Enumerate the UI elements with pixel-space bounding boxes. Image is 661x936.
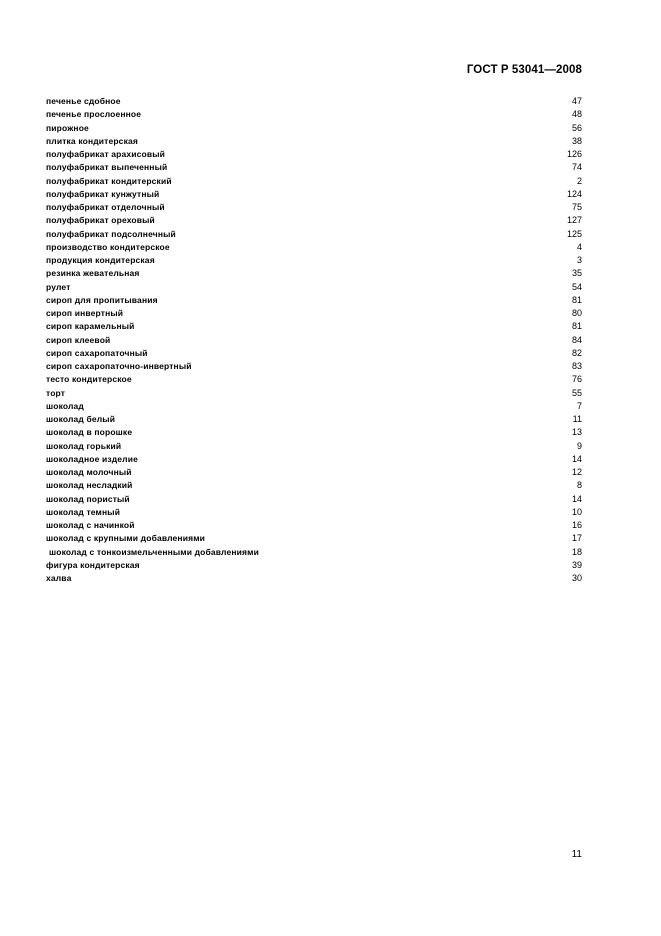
index-term: шоколад темный	[46, 506, 121, 517]
index-entry	[46, 572, 582, 585]
index-term: тесто кондитерское	[46, 374, 132, 385]
index-term: халва	[46, 573, 72, 583]
index-term: шоколад с крупными добавлениями	[46, 533, 206, 544]
index-term-number: 3	[576, 255, 582, 265]
index-term-number: 56	[571, 122, 582, 133]
alphabetical-term-index	[46, 95, 582, 585]
index-entry	[46, 506, 582, 519]
index-term-number: 8	[576, 480, 582, 491]
index-term: шоколад в порошке	[46, 427, 133, 438]
index-term-number: 4	[576, 241, 582, 252]
index-entry	[46, 373, 582, 386]
index-entry	[46, 413, 582, 426]
index-term-number: 83	[571, 361, 582, 371]
index-entry	[46, 559, 582, 572]
index-term-number: 12	[571, 467, 582, 477]
index-term: сироп для пропитывания	[46, 294, 158, 305]
index-entry	[46, 175, 582, 188]
index-entry	[46, 241, 582, 254]
index-term: фигура кондитерская	[46, 559, 140, 570]
index-term-number: 48	[571, 109, 582, 120]
index-entry	[46, 493, 582, 506]
index-term-number: 81	[571, 321, 582, 332]
index-entry	[46, 334, 582, 347]
index-term-number: 39	[571, 559, 582, 570]
index-entry	[46, 347, 582, 360]
index-entry	[46, 108, 582, 121]
index-term: производство кондитерское	[46, 241, 170, 252]
index-term-number: 14	[571, 453, 582, 464]
index-term: сироп инвертный	[46, 308, 124, 318]
index-entry	[46, 546, 582, 559]
index-term-number: 11	[572, 414, 582, 424]
index-term: сироп карамельный	[46, 321, 135, 332]
index-term: шоколад	[46, 400, 84, 411]
index-term-number: 125	[566, 228, 582, 239]
index-term-number: 14	[571, 493, 582, 504]
index-term: плитка кондитерская	[46, 135, 138, 146]
index-term: полуфабрикат подсолнечный	[46, 228, 176, 239]
document-header-standard: ГОСТ Р 53041—2008	[466, 64, 582, 76]
index-term: полуфабрикат арахисовый	[46, 149, 166, 159]
index-entry	[46, 267, 582, 280]
index-term-number: 76	[571, 374, 582, 385]
index-term: печенье прослоенное	[46, 109, 142, 120]
index-entry	[46, 400, 582, 413]
index-entry	[46, 228, 582, 241]
index-term-number: 17	[571, 533, 582, 544]
index-entry	[46, 135, 582, 148]
index-term: шоколад молочный	[46, 467, 132, 477]
index-term-number: 127	[566, 215, 582, 226]
index-term: шоколад с начинкой	[46, 520, 135, 530]
index-term: сироп сахаропаточный	[46, 347, 148, 358]
index-entry	[46, 360, 582, 373]
index-term: полуфабрикат кунжутный	[46, 188, 160, 199]
index-term-number: 2	[576, 175, 582, 186]
index-entry	[46, 440, 582, 453]
index-term: полуфабрикат выпеченный	[46, 162, 168, 173]
index-entry	[46, 95, 582, 108]
index-term-number: 124	[566, 188, 582, 199]
index-term-number: 84	[571, 334, 582, 345]
index-entry	[46, 519, 582, 532]
index-term: шоколад белый	[46, 414, 116, 424]
index-entry	[46, 453, 582, 466]
index-term-number: 10	[571, 506, 582, 517]
index-term-number: 74	[571, 162, 582, 173]
index-term: печенье сдобное	[46, 96, 121, 106]
index-term-number: 38	[571, 135, 582, 146]
index-term: шоколад с тонкоизмельченными добавлениями	[49, 546, 259, 557]
index-term: шоколад горький	[46, 440, 122, 451]
index-entry	[46, 426, 582, 439]
index-term: резинка жевательная	[46, 268, 140, 279]
index-term-number: 81	[571, 294, 582, 305]
index-entry	[46, 479, 582, 492]
index-term-number: 54	[571, 281, 582, 292]
index-term-number: 82	[571, 347, 582, 358]
index-term: рулет	[46, 281, 71, 292]
index-entry	[46, 214, 582, 227]
index-term: сироп клеевой	[46, 334, 111, 345]
index-term-number: 80	[571, 308, 582, 318]
index-entry	[46, 307, 582, 320]
index-term: продукция кондитерская	[46, 255, 155, 265]
index-term-number: 47	[571, 96, 582, 106]
index-term-number: 7	[576, 400, 582, 411]
index-entry	[46, 122, 582, 135]
index-term-number: 13	[571, 427, 582, 438]
index-entry	[46, 161, 582, 174]
index-entry	[46, 532, 582, 545]
index-term-number: 75	[571, 202, 582, 212]
index-term-number: 30	[571, 573, 582, 583]
index-term: шоколад несладкий	[46, 480, 133, 491]
page-number: 11	[571, 849, 582, 860]
index-term: торт	[46, 387, 66, 398]
index-entry	[46, 188, 582, 201]
index-term-number: 9	[576, 440, 582, 451]
index-term: пирожное	[46, 122, 89, 133]
index-term: полуфабрикат отделочный	[46, 202, 165, 212]
index-term-number: 18	[571, 546, 582, 557]
index-entry	[46, 387, 582, 400]
index-entry	[46, 281, 582, 294]
index-term: шоколад пористый	[46, 493, 130, 504]
index-term-number: 55	[571, 387, 582, 398]
index-term: полуфабрикат кондитерский	[46, 175, 172, 186]
index-term-number: 126	[566, 149, 582, 159]
index-entry	[46, 294, 582, 307]
index-term-number: 35	[571, 268, 582, 279]
index-entry	[46, 320, 582, 333]
index-term: шоколадное изделие	[46, 453, 138, 464]
index-entry	[46, 254, 582, 267]
index-entry	[46, 466, 582, 479]
index-entry	[46, 201, 582, 214]
index-term: полуфабрикат ореховый	[46, 215, 155, 226]
index-term-number: 16	[571, 520, 582, 530]
index-term: сироп сахаропаточно-инвертный	[46, 361, 192, 371]
index-entry	[46, 148, 582, 161]
